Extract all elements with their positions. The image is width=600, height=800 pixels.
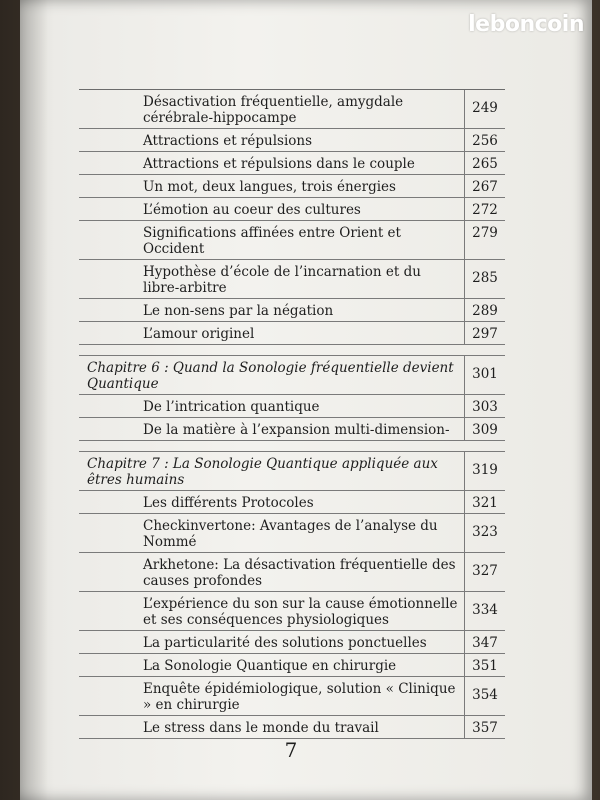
toc-section-row (79, 152, 505, 175)
toc-entry-title: De la matière à l’expansion multi-dimension- (143, 422, 450, 438)
toc-page-number: 334 (464, 592, 505, 630)
toc-entry-title: Checkinvertone: Avantages de l’analyse du Nommé (143, 518, 438, 550)
toc-entry-title: L’amour originel (143, 326, 255, 342)
toc-page-number: 272 (464, 198, 505, 220)
toc-page-number: 309 (464, 418, 505, 440)
toc-entry-title: Chapitre 7 : La Sonologie Quantique appliquée aux êtres humains (87, 456, 438, 488)
toc-section-row (79, 221, 505, 260)
toc-entry-title: Significations affinées entre Orient et Occident (143, 225, 401, 257)
toc-page-number: 249 (464, 90, 505, 128)
toc-section-row (79, 654, 505, 677)
toc-page-number: 327 (464, 553, 505, 591)
toc-entry-title: Un mot, deux langues, trois énergies (143, 179, 396, 195)
toc-entry-title: Désactivation fréquentielle, amygdale cérébrale-hippocampe (143, 94, 404, 126)
toc-entry-title: Hypothèse d’école de l’incarnation et du libre-arbitre (143, 264, 421, 296)
toc-section-row (79, 175, 505, 198)
toc-entry-title: La Sonologie Quantique en chirurgie (143, 658, 397, 674)
toc-chapter-row (79, 452, 505, 491)
table-of-contents (79, 89, 505, 739)
toc-page-number: 297 (464, 322, 505, 344)
toc-entry-title: Enquête épidémiologique, solution « Clinique » en chirurgie (143, 681, 456, 713)
toc-page-number: 279 (464, 221, 505, 259)
toc-page-number: 285 (464, 260, 505, 298)
toc-section-row (79, 491, 505, 514)
toc-page-number: 354 (464, 677, 505, 715)
toc-section-row (79, 90, 505, 129)
chapter-gap (79, 441, 505, 452)
toc-entry-title: Arkhetone: La désactivation fréquentielle des causes profondes (143, 557, 456, 589)
toc-section-row (79, 418, 505, 441)
toc-section-row (79, 395, 505, 418)
toc-page-number: 256 (464, 129, 505, 151)
toc-entry-title: Chapitre 6 : Quand la Sonologie fréquentielle devient Quantique (87, 360, 454, 392)
toc-page-number: 347 (464, 631, 505, 653)
toc-section-row (79, 631, 505, 654)
toc-page-number: 301 (464, 356, 505, 394)
toc-entry-title: Attractions et répulsions dans le couple (143, 156, 415, 172)
toc-section-row (79, 299, 505, 322)
toc-entry-title: L’émotion au coeur des cultures (143, 202, 361, 218)
toc-page-number: 321 (464, 491, 505, 513)
toc-section-row (79, 260, 505, 299)
leboncoin-logo: leboncoin (468, 12, 584, 37)
toc-section-row (79, 716, 505, 739)
toc-section-row (79, 129, 505, 152)
toc-section-row (79, 198, 505, 221)
toc-entry-title: Attractions et répulsions (143, 133, 313, 149)
toc-entry-title: Le non-sens par la négation (143, 303, 334, 319)
toc-entry-title: Le stress dans le monde du travail (143, 720, 379, 736)
page-gutter-shadow (20, 0, 48, 800)
toc-section-row (79, 553, 505, 592)
toc-page-number: 323 (464, 514, 505, 552)
toc-entry-title: La particularité des solutions ponctuelles (143, 635, 427, 651)
toc-section-row (79, 514, 505, 553)
toc-entry-title: L’expérience du son sur la cause émotionnelle et ses conséquences physiologiques (143, 596, 458, 628)
toc-entry-title: Les différents Protocoles (143, 495, 314, 511)
toc-page-number: 351 (464, 654, 505, 676)
toc-section-row (79, 592, 505, 631)
toc-section-row (79, 322, 505, 345)
toc-page-number: 303 (464, 395, 505, 417)
toc-page-number: 319 (464, 452, 505, 490)
toc-page-number: 265 (464, 152, 505, 174)
toc-page-number: 289 (464, 299, 505, 321)
page-folio: 7 (284, 738, 298, 762)
chapter-gap (79, 345, 505, 356)
toc-page-number: 357 (464, 716, 505, 738)
toc-chapter-row (79, 356, 505, 395)
toc-section-row (79, 677, 505, 716)
toc-entry-title: De l’intrication quantique (143, 399, 320, 415)
toc-page-number: 267 (464, 175, 505, 197)
